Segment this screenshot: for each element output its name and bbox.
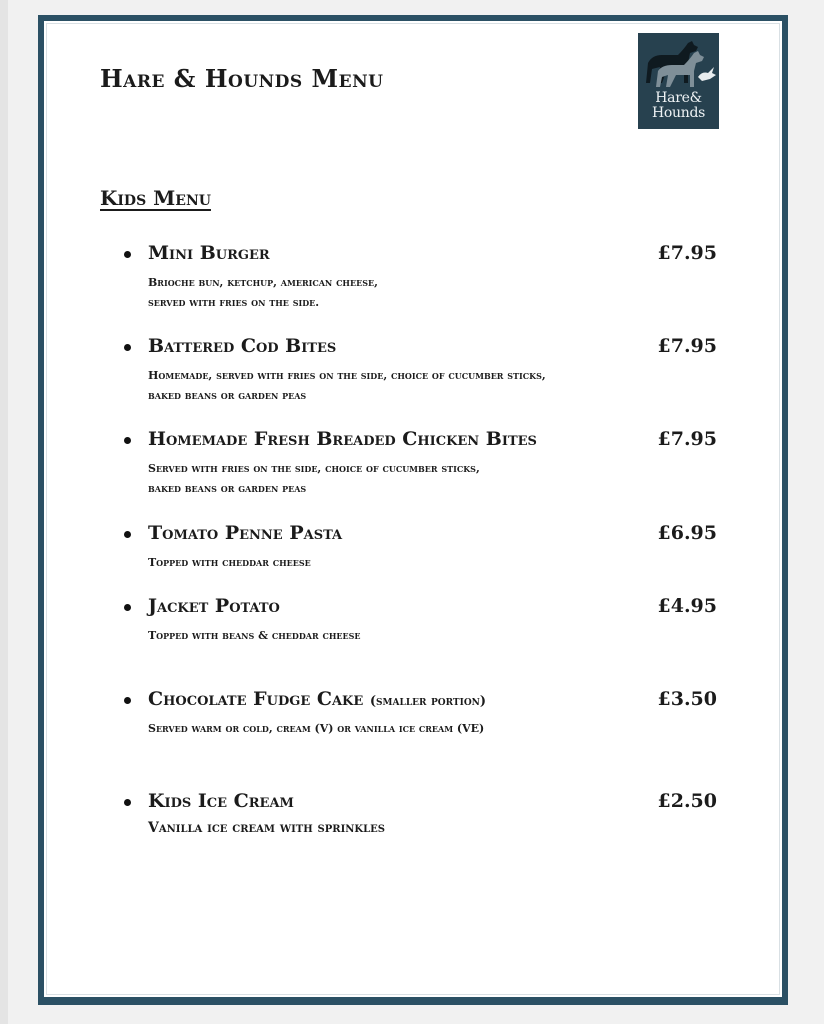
menu-item-mini-burger xyxy=(124,242,724,309)
item-price: £7.95 xyxy=(657,242,717,264)
description-line: Homemade, served with fries on the side, choice of cucumber sticks, xyxy=(148,369,546,382)
menu-item-chicken-bites xyxy=(124,428,724,495)
item-description xyxy=(148,273,378,313)
description-line: baked beans or garden peas xyxy=(148,389,307,402)
description-line: Topped with beans & cheddar cheese xyxy=(148,629,361,642)
bullet-icon xyxy=(124,697,131,704)
bullet-icon xyxy=(124,437,131,444)
item-portion-note: (smaller portion) xyxy=(369,694,487,709)
vertical-scrollbar[interactable] xyxy=(808,0,824,1024)
item-price: £6.95 xyxy=(657,522,717,544)
item-name xyxy=(148,688,486,710)
item-name-text: Chocolate Fudge Cake xyxy=(148,688,364,710)
item-description xyxy=(148,366,546,406)
item-price: £4.95 xyxy=(657,595,717,617)
item-price: £3.50 xyxy=(657,688,717,710)
section-heading-kids-menu: Kids Menu xyxy=(100,186,211,210)
item-name: Tomato Penne Pasta xyxy=(148,522,343,544)
menu-item-jacket-potato xyxy=(124,595,724,655)
item-description xyxy=(148,719,484,739)
description-line: Served warm or cold, cream (V) or vanilla ice cream (VE) xyxy=(148,722,485,735)
item-price: £2.50 xyxy=(657,790,717,812)
item-name: Kids Ice Cream xyxy=(148,790,294,812)
description-line: served with fries on the side. xyxy=(148,296,320,309)
bullet-icon xyxy=(124,604,131,611)
description-line: Topped with cheddar cheese xyxy=(148,556,311,569)
item-name: Battered Cod Bites xyxy=(148,335,337,357)
bullet-icon xyxy=(124,251,131,258)
item-name: Homemade Fresh Breaded Chicken Bites xyxy=(148,428,537,450)
item-price: £7.95 xyxy=(657,428,717,450)
description-line: Vanilla ice cream with sprinkles xyxy=(148,820,385,836)
item-name: Jacket Potato xyxy=(148,595,280,617)
item-description xyxy=(148,818,385,838)
item-name: Mini Burger xyxy=(148,242,270,264)
description-line: Brioche bun, ketchup, american cheese, xyxy=(148,276,378,289)
viewer-left-edge xyxy=(0,0,8,1024)
bullet-icon xyxy=(124,531,131,538)
description-line: Served with fries on the side, choice of cucumber sticks, xyxy=(148,462,480,475)
menu-item-battered-cod-bites xyxy=(124,335,724,402)
logo-line-2: Hounds xyxy=(651,105,706,121)
hare-and-hounds-logo xyxy=(638,33,719,129)
menu-title: Hare & Hounds Menu xyxy=(100,64,384,93)
item-description xyxy=(148,459,480,499)
bullet-icon xyxy=(124,799,131,806)
item-description xyxy=(148,626,360,646)
logo-line-1: Hare& xyxy=(655,90,702,106)
menu-item-chocolate-fudge-cake xyxy=(124,688,724,748)
item-description xyxy=(148,553,311,573)
menu-page xyxy=(38,15,788,1005)
menu-item-kids-ice-cream xyxy=(124,790,724,850)
bullet-icon xyxy=(124,344,131,351)
description-line: baked beans or garden peas xyxy=(148,482,307,495)
logo-wordmark xyxy=(638,91,719,121)
item-price: £7.95 xyxy=(657,335,717,357)
menu-item-tomato-penne-pasta xyxy=(124,522,724,582)
